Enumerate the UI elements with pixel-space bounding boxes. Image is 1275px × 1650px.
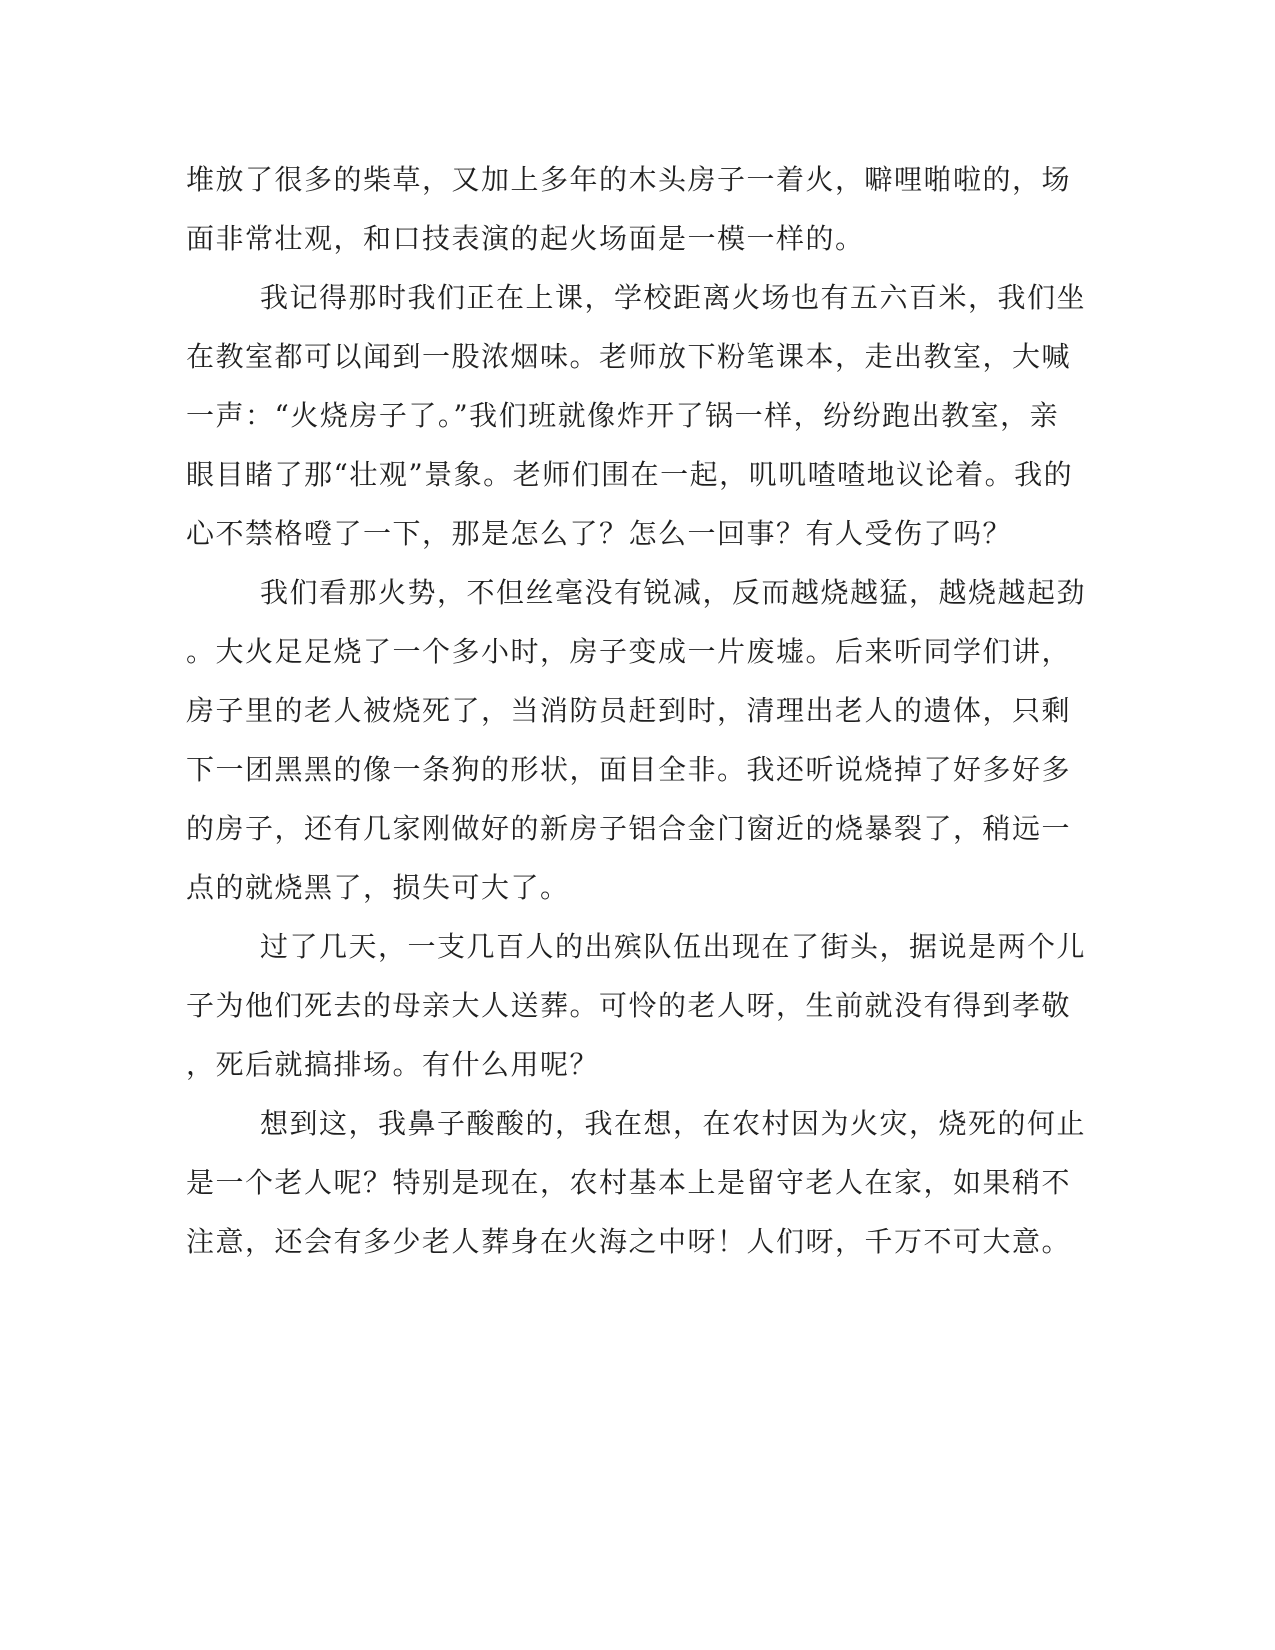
text-line: 心不禁格噔了一下，那是怎么了？怎么一回事？有人受伤了吗？	[186, 517, 1013, 550]
text-line: 注意，还会有多少老人葬身在火海之中呀！人们呀，千万不可大意。	[186, 1225, 1072, 1258]
text-line: 面非常壮观，和口技表演的起火场面是一模一样的。	[186, 222, 865, 255]
text-line: 在教室都可以闻到一股浓烟味。老师放下粉笔课本，走出教室，大喊	[186, 340, 1072, 373]
text-line: ，死后就搞排场。有什么用呢？	[186, 1048, 600, 1081]
text-line: 的房子，还有几家刚做好的新房子铝合金门窗近的烧暴裂了，稍远一	[186, 812, 1072, 845]
text-line: 点的就烧黑了，损失可大了。	[186, 871, 570, 904]
text-line: 眼目睹了那“壮观”景象。老师们围在一起，叽叽喳喳地议论着。我的	[186, 458, 1074, 491]
text-line: 是一个老人呢？特别是现在，农村基本上是留守老人在家，如果稍不	[186, 1166, 1072, 1199]
paragraph-first-line: 过了几天，一支几百人的出殡队伍出现在了街头，据说是两个儿	[260, 930, 1087, 963]
paragraph-first-line: 我记得那时我们正在上课，学校距离火场也有五六百米，我们坐	[260, 281, 1087, 314]
text-line: 一声：“火烧房子了。”我们班就像炸开了锅一样，纷纷跑出教室，亲	[186, 399, 1060, 432]
paragraph-first-line: 我们看那火势，不但丝毫没有锐减，反而越烧越猛，越烧越起劲	[260, 576, 1087, 609]
text-line: 子为他们死去的母亲大人送葬。可怜的老人呀，生前就没有得到孝敬	[186, 989, 1072, 1022]
text-line: 。大火足足烧了一个多小时，房子变成一片废墟。后来听同学们讲，	[186, 635, 1072, 668]
text-line: 堆放了很多的柴草，又加上多年的木头房子一着火，噼哩啪啦的，场	[186, 163, 1072, 196]
text-line: 房子里的老人被烧死了，当消防员赶到时，清理出老人的遗体，只剩	[186, 694, 1072, 727]
paragraph-first-line: 想到这，我鼻子酸酸的，我在想，在农村因为火灾，烧死的何止	[260, 1107, 1087, 1140]
text-line: 下一团黑黑的像一条狗的形状，面目全非。我还听说烧掉了好多好多	[186, 753, 1072, 786]
